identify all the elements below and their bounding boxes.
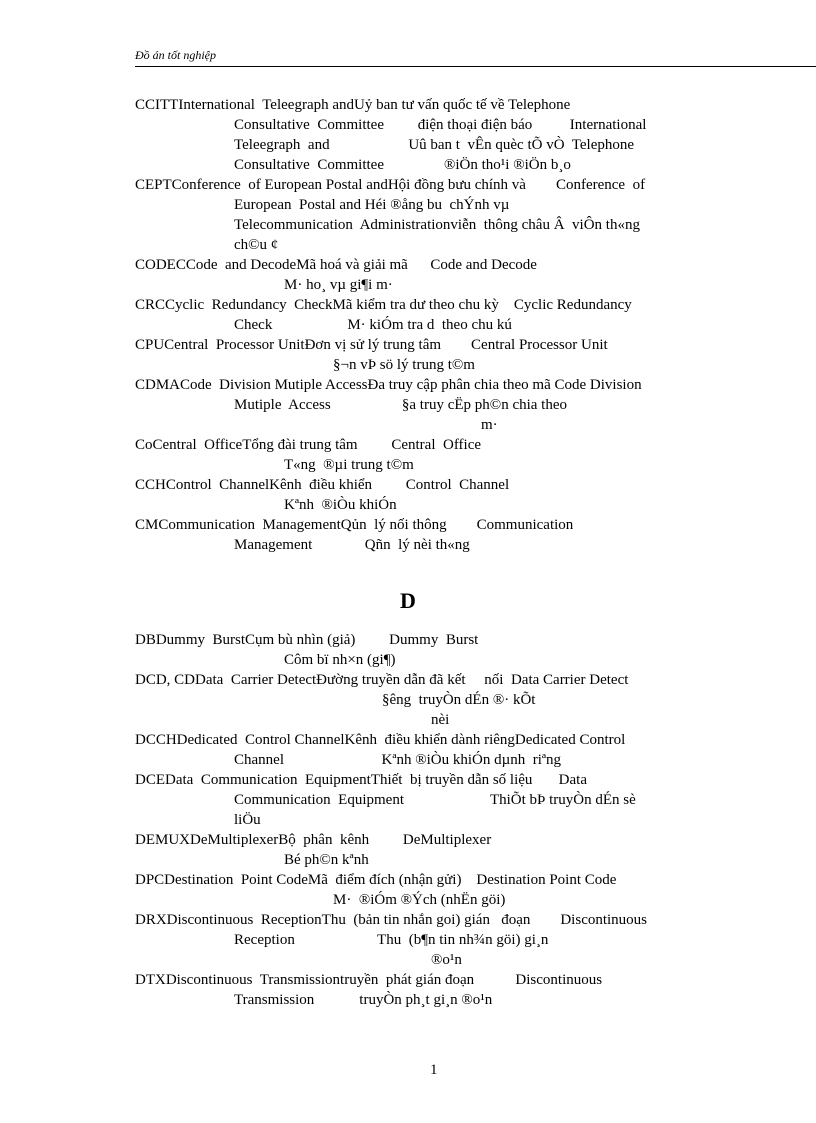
glossary-line: CDMACode Division Mutiple AccessĐa truy cập phân chia theo mã Code Division [135, 377, 642, 393]
glossary-line: Reception Thu (b¶n tin nh¾n göi) gi¸n [234, 932, 549, 948]
glossary-line: Communication Equipment ThiÕt bÞ truyÒn dÉn sè [234, 792, 636, 808]
glossary-line: Consultative Committee ®iÖn tho¹i ®iÖn b¸o [234, 157, 571, 173]
glossary-line: CMCommunication ManagementQủn lý nối thông Communication [135, 517, 574, 533]
glossary-line: Côm bï nh×n (gi¶) [284, 652, 396, 668]
glossary-line: DBDummy BurstCụm bù nhìn (giả) Dummy Burst [135, 632, 479, 648]
glossary-line: European Postal and Héi ®ång bu chÝnh vµ [234, 197, 510, 213]
page-header [135, 48, 816, 67]
glossary-line: T«ng ®µi trung t©m [284, 457, 414, 473]
glossary-line: DRXDiscontinuous ReceptionThu (bản tin nhắn goi) gián đoạn Discontinuous [135, 912, 648, 928]
glossary-line: CCHControl ChannelKênh điều khiển Control Channel [135, 477, 510, 493]
glossary-line: ch©u ¢ [234, 237, 279, 253]
glossary-line: DCEData Communication EquipmentThiết bị truyền dẫn số liệu Data [135, 772, 587, 788]
header-title: Đồ án tốt nghiệp [135, 48, 216, 62]
glossary-line: M· ®iÓm ®Ých (nhËn göi) [333, 892, 506, 908]
glossary-line: Management Qñn lý nèi th«ng [234, 537, 470, 553]
glossary-line: Consultative Committee điện thoại điện báo International [234, 117, 647, 133]
glossary-line: CCITTInternational Teleegraph andUỷ ban tư vấn quốc tế về Telephone [135, 97, 571, 113]
glossary-line: DTXDiscontinuous Transmissiontruyền phát gián đoạn Discontinuous [135, 972, 603, 988]
glossary-line: CPUCentral Processor UnitĐơn vị sử lý trung tâm Central Processor Unit [135, 337, 608, 353]
glossary-line: Kªnh ®iÒu khiÓn [284, 497, 397, 513]
glossary-line: §êng truyÒn dÉn ®· kÕt [382, 692, 536, 708]
glossary-line: ®o¹n [431, 952, 462, 968]
glossary-line: CODECCode and DecodeMã hoá và giải mã Code and Decode [135, 257, 537, 273]
page-number: 1 [430, 1062, 438, 1078]
glossary-line: m· [481, 417, 498, 433]
glossary-line: M· ho¸ vµ gi¶i m· [284, 277, 393, 293]
glossary-line: liÖu [234, 812, 261, 828]
section-heading: D [400, 588, 416, 613]
glossary-line: CRCCyclic Redundancy CheckMã kiểm tra dư theo chu kỳ Cyclic Redundancy [135, 297, 632, 313]
glossary-line: Telecommunication Administrationviễn thông châu Â viÔn th«ng [234, 217, 640, 233]
glossary-line: DPCDestination Point CodeMã điểm đích (nhận gửi) Destination Point Code [135, 872, 617, 888]
glossary-line: Channel Kªnh ®iÒu khiÓn dµnh riªng [234, 752, 562, 768]
glossary-line: Mutiple Access §a truy cËp ph©n chia theo [234, 397, 567, 413]
glossary-line: Check M· kiÓm tra d theo chu kú [234, 317, 512, 333]
glossary-line: CEPTConference of European Postal andHội đồng bưu chính và Conference of [135, 177, 646, 193]
glossary-line: Teleegraph and Uû ban t vÊn quèc tÕ vÒ Telephone [234, 137, 635, 153]
glossary-line: Transmission truyÒn ph¸t gi¸n ®o¹n [234, 992, 493, 1008]
glossary-line: DCD, CDData Carrier DetectĐường truyền dẫn đã kết nối Data Carrier Detect [135, 672, 629, 688]
glossary-line: Bé ph©n kªnh [284, 852, 369, 868]
glossary-line: nèi [431, 712, 450, 728]
glossary-line: CoCentral OfficeTổng đài trung tâm Central Office [135, 437, 482, 453]
glossary-line: §¬n vÞ sö lý trung t©m [333, 357, 475, 373]
glossary-line: DEMUXDeMultiplexerBộ phân kênh DeMultiplexer [135, 832, 492, 848]
glossary-line: DCCHDedicated Control ChannelKênh điều khiển dành riêngDedicated Control [135, 732, 626, 748]
